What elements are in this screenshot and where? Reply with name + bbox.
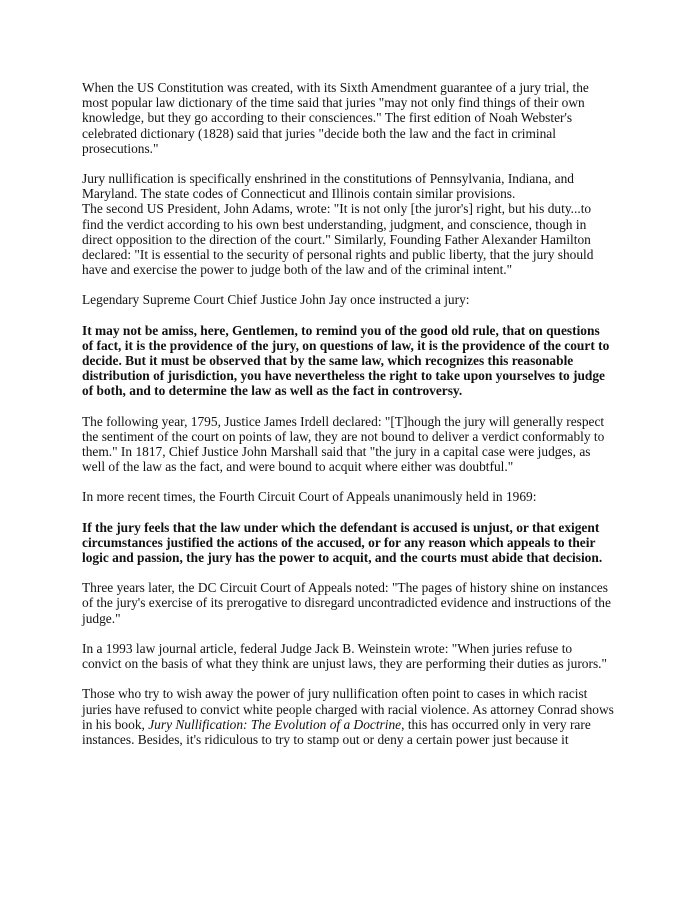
- paragraph-state-constitutions: Jury nullification is specifically enshrined in the constitutions of Pennsylvania, Indiana, and Maryland. The state codes of Connecticut and Illinois contain similar provisions.: [82, 171, 575, 202]
- paragraph-fourth-circuit-intro: In more recent times, the Fourth Circuit Court of Appeals unanimously held in 1969:: [82, 489, 537, 505]
- paragraph-racist-juries: [82, 686, 614, 747]
- quote-fourth-circuit: If the jury feels that the law under which the defendant is accused is unjust, or that exigent circumstances justified the actions of the accused, or for any reason which appeals to their logic and passion, the jury has the power to acquit, and the courts must abide that decision.: [82, 519, 603, 566]
- paragraph-racist-juries-text-start: Those who try to wish away the power of jury nullification often point to cases in which racist juries have refused to convict white people charged with racial violence. As attorney Conrad shows in his book,: [82, 686, 614, 732]
- paragraph-adams-hamilton: The second US President, John Adams, wrote: "It is not only [the juror's] right, but his duty...to find the verdict according to his own best understanding, judgment, and conscience, though in direct opposition to the direction of the court." Similarly, Founding Father Alexander Hamilton declared: "It is essential to the security of personal rights and public liberty, that the jury should have and exercise the power to judge both of the law and of the criminal intent.": [82, 201, 594, 278]
- book-title: Jury Nullification: The Evolution of a Doctrine: [148, 716, 402, 732]
- document-body: [82, 80, 614, 762]
- paragraph-constitution: When the US Constitution was created, with its Sixth Amendment guarantee of a jury trial, the most popular law dictionary of the time said that juries "may not only find things of their own knowledge, but they go according to their consciences." The first edition of Noah Webster's celebrated dictionary (1828) said that juries "decide both the law and the fact in criminal prosecutions.": [82, 80, 589, 156]
- paragraph-john-jay-intro: Legendary Supreme Court Chief Justice John Jay once instructed a jury:: [82, 292, 470, 308]
- paragraph-irdell-marshall: The following year, 1795, Justice James Irdell declared: "[T]hough the jury will generally respect the sentiment of the court on points of law, they are not bound to deliver a verdict conformably to them." In 1817, Chief Justice John Marshall said that "the jury in a capital case were judges, as well of the law as the fact, and were bound to acquit where either was doubtful.": [82, 413, 605, 475]
- paragraph-weinstein: In a 1993 law journal article, federal Judge Jack B. Weinstein wrote: "When juries refuse to convict on the basis of what they think are unjust laws, they are performing their duties as jurors.": [82, 640, 607, 672]
- paragraph-dc-circuit: Three years later, the DC Circuit Court of Appeals noted: "The pages of history shine on instances of the jury's exercise of its prerogative to disregard uncontradicted evidence and instructions of the judge.": [82, 580, 611, 626]
- quote-john-jay: It may not be amiss, here, Gentlemen, to remind you of the good old rule, that on questions of fact, it is the providence of the jury, on questions of law, it is the providence of the court to decide. But it must be observed that by the same law, which recognizes this reasonable distribution of jurisdiction, you have nevertheless the right to take upon yourselves to judge of both, and to determine the law as well as the fact in controversy.: [82, 322, 610, 399]
- paragraph-racist-juries-text-end: , this has occurred only in very rare instances. Besides, it's ridiculous to try to stamp out or deny a certain power just because it: [82, 716, 591, 747]
